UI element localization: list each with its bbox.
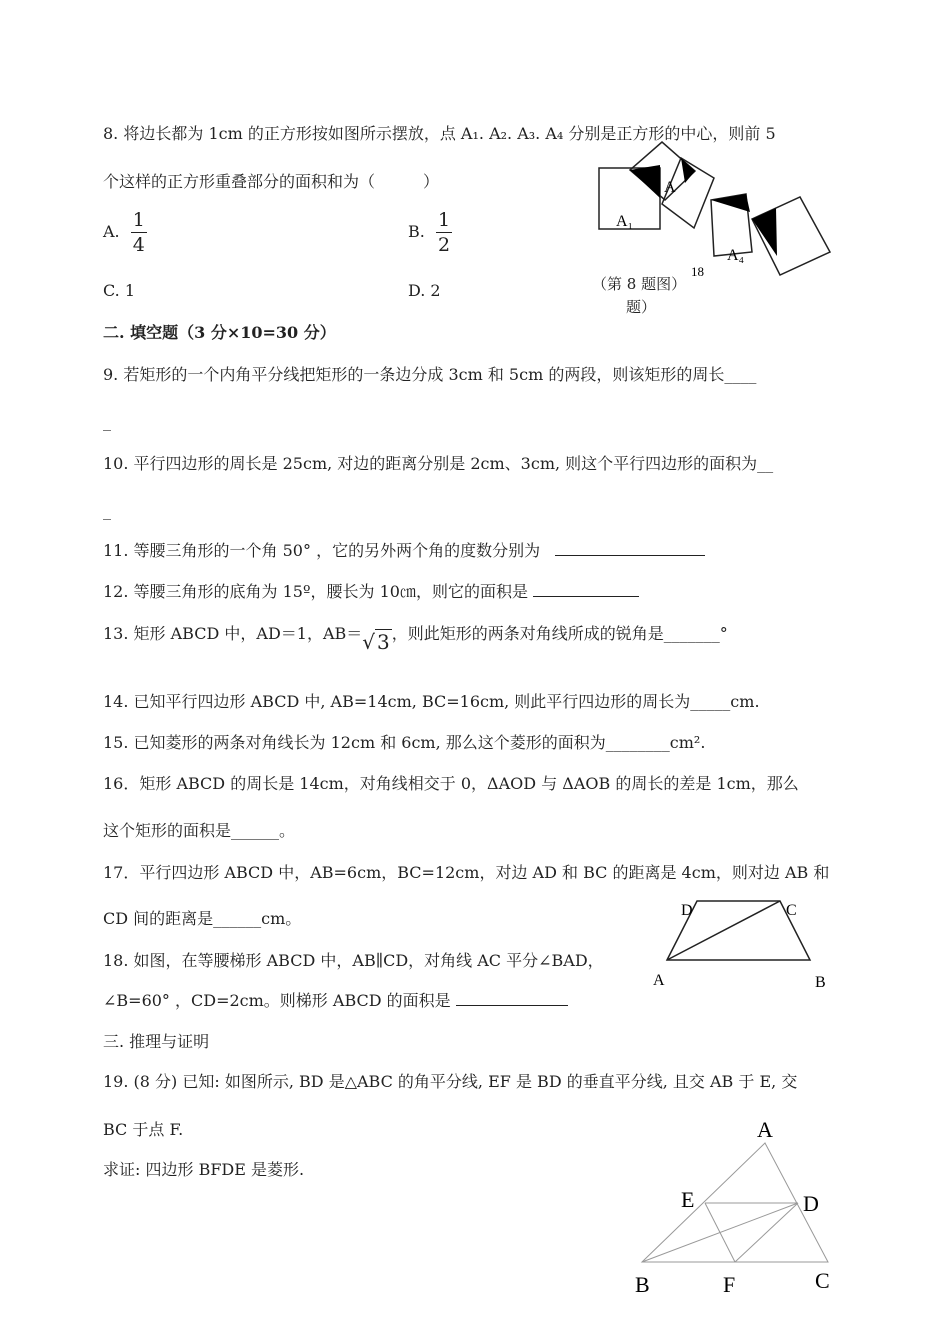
figure-18-trapezoid — [645, 895, 845, 995]
question-18-text: ∠B=60° ，CD=2cm。则梯形 ABCD 的面积是 — [103, 991, 451, 1010]
figure-8-label-a2: A — [664, 179, 676, 196]
figure-18-label-a: A — [653, 972, 665, 989]
question-16-line-2: 这个矩形的面积是______。 — [103, 821, 296, 840]
option-b-numerator: 1 — [437, 209, 451, 231]
figure-18-label-c: C — [786, 902, 797, 919]
figure-8-squares — [590, 138, 840, 283]
question-18-line-2 — [103, 988, 568, 1011]
section-3-title: 三. 推理与证明 — [103, 1032, 210, 1051]
question-19-line-3: 求证: 四边形 BFDE 是菱形. — [103, 1160, 305, 1179]
option-a-fraction — [131, 208, 147, 257]
figure-8-caption-2: 题） — [626, 298, 657, 316]
option-d: D. 2 — [408, 281, 441, 300]
question-13-post: ，则此矩形的两条对角线所成的锐角是_______° — [391, 624, 728, 643]
option-c: C. 1 — [103, 281, 136, 300]
figure-8-label-a1: A₁ — [616, 213, 634, 230]
option-b — [408, 208, 452, 257]
option-b-fraction — [436, 208, 452, 257]
option-a-numerator: 1 — [132, 209, 145, 231]
question-12 — [103, 579, 639, 602]
question-8-line-2: 个这样的正方形重叠部分的面积和为（ ） — [103, 172, 440, 191]
question-13-pre: 13. 矩形 ABCD 中，AD＝1，AB＝ — [103, 624, 363, 643]
segment-df — [735, 1203, 798, 1262]
figure-18-label-d: D — [681, 902, 693, 919]
figure-8-caption: （第 8 题图） — [592, 275, 687, 293]
overlap-4 — [752, 208, 777, 256]
overlap-3 — [711, 194, 750, 212]
figure-19-label-d: D — [803, 1191, 819, 1216]
question-19-line-1: 19. (8 分) 已知: 如图所示, BD 是△ABC 的角平分线, EF 是 BD 的垂直平分线, 且交 AB 于 E, 交 — [103, 1072, 798, 1091]
question-12-text: 12. 等腰三角形的底角为 15º，腰长为 10㎝，则它的面积是 — [103, 582, 528, 601]
option-a-denominator: 4 — [132, 234, 145, 256]
sqrt-symbol: √ 3 — [362, 630, 390, 654]
figure-18-label-b: B — [815, 974, 826, 991]
question-9-tail: _ — [103, 412, 111, 431]
question-17-line-2: CD 间的距离是______cm。 — [103, 909, 302, 928]
answer-blank-18 — [456, 989, 568, 1006]
figure-8-stray-number: 18 — [691, 264, 704, 279]
question-10: 10. 平行四边形的周长是 25cm, 对边的距离分别是 2cm、3cm, 则这个平行四边形的面积为__ — [103, 454, 774, 473]
question-13 — [103, 621, 728, 654]
question-14: 14. 已知平行四边形 ABCD 中, AB=14cm, BC=16cm, 则此平行四边形的周长为_____cm. — [103, 692, 760, 711]
answer-blank-11 — [555, 539, 705, 556]
figure-8-label-a4: A₄ — [727, 247, 745, 264]
question-18-line-1: 18. 如图，在等腰梯形 ABCD 中，AB∥CD，对角线 AC 平分∠BAD， — [103, 951, 604, 970]
option-b-label: B. — [408, 222, 425, 241]
question-19-line-2: BC 于点 F. — [103, 1120, 184, 1139]
figure-19-triangle — [625, 1115, 850, 1305]
option-a-label: A. — [103, 222, 120, 241]
figure-19-label-b: B — [635, 1272, 650, 1297]
section-2-title: 二. 填空题（3 分×10=30 分） — [103, 323, 336, 342]
answer-blank-12 — [533, 580, 639, 597]
overlap-1 — [630, 165, 660, 198]
question-16-line-1: 16．矩形 ABCD 的周长是 14cm，对角线相交于 0，ΔAOD 与 ΔAOB 的周长的差是 1cm，那么 — [103, 774, 799, 793]
question-15: 15. 已知菱形的两条对角线长为 12cm 和 6cm, 那么这个菱形的面积为________cm². — [103, 733, 706, 752]
figure-19-label-f: F — [723, 1272, 736, 1297]
figure-19-label-e: E — [681, 1187, 695, 1212]
option-a — [103, 208, 147, 257]
option-b-denominator: 2 — [437, 234, 451, 256]
question-10-tail: _ — [103, 501, 111, 520]
question-11-text: 11. 等腰三角形的一个角 50° ，它的另外两个角的度数分别为 — [103, 541, 541, 560]
figure-19-label-a: A — [757, 1117, 773, 1142]
figure-19-label-c: C — [815, 1268, 830, 1293]
question-11 — [103, 538, 705, 561]
question-9: 9. 若矩形的一个内角平分线把矩形的一条边分成 3cm 和 5cm 的两段，则该矩形的周长____ — [103, 365, 757, 384]
sqrt-radicand: 3 — [377, 630, 390, 654]
segment-ef — [705, 1203, 735, 1262]
question-17-line-1: 17．平行四边形 ABCD 中，AB=6cm，BC=12cm，对边 AD 和 BC 的距离是 4cm，则对边 AB 和 — [103, 863, 830, 882]
question-8-line-1: 8. 将边长都为 1cm 的正方形按如图所示摆放，点 A₁. A₂. A₃. A₄ 分别是正方形的中心，则前 5 — [103, 124, 776, 143]
